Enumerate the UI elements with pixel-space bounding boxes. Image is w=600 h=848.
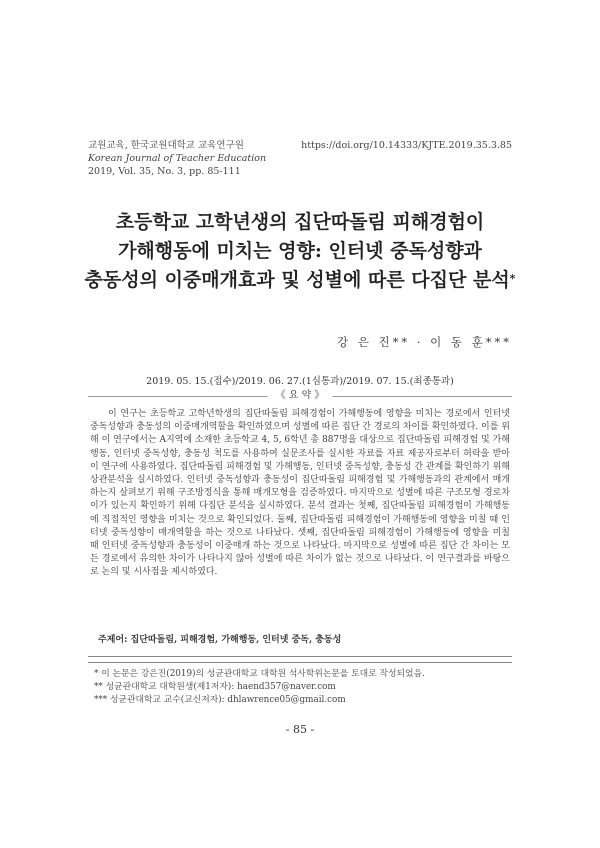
keywords: 주제어: 집단따돌림, 피해경험, 가해행동, 인터넷 중독, 충동성 [98, 635, 342, 645]
title-line-2: 가해행동에 미치는 영향: 인터넷 중독성향과 [118, 240, 482, 262]
title-line-3: 충동성의 이중매개효과 및 성별에 따른 다집단 분석* [84, 269, 516, 291]
abstract-box [88, 388, 512, 580]
authors: 강 은 진** · 이 동 훈*** [337, 335, 512, 349]
abstract-heading: 《 요 약 》 [268, 388, 333, 404]
journal-header [88, 139, 266, 178]
review-dates: 2019. 05. 15.(접수)/2019. 06. 27.(1심통과)/2019. 07. 15.(최종통과) [146, 376, 454, 387]
title-line-1: 초등학교 고학년생의 집단따돌림 피해경험이 [115, 211, 485, 233]
footnote-divider [88, 662, 512, 663]
publisher: 교원교육, 한국교원대학교 교육연구원 [88, 140, 244, 151]
title-footnote-mark: * [509, 272, 516, 285]
doi-link[interactable]: https://doi.org/10.14333/KJTE.2019.35.3.85 [301, 140, 512, 151]
footnote-1: * 이 논문은 강은진(2019)의 성균관대학교 대학원 석사학위논문을 토대로 작성되었음. [94, 669, 425, 679]
footnote-3: *** 성균관대학교 교수(교신저자): dhlawrence05@gmail.com [94, 695, 346, 705]
journal-name: Korean Journal of Teacher Education [88, 153, 267, 164]
footnote-2: ** 성균관대학교 대학원생(제1저자): haend357@naver.com [94, 682, 336, 692]
page-number: - 85 - [285, 723, 315, 736]
abstract-text: 이 연구는 초등학교 고학년학생의 집단따돌림 피해경험이 가해행동에 영향을 미치는 경로에서 인터넷 중독성향과 충동성의 이중매개역할을 확인하였으며 성별에 따른 집단 간 경로의 차이를 확인하였다. 이를 위해 이 연구에서는 A지역에 소재한 초등학교 4, 5, 6학년 총 887명을 대상으로 집단따돌림 피해경험 및 가해행동, 인터넷 중독성향, 충동성 척도를 사용하여 실문조사를 실시한 자료를 자료 제공자로부터 허락을 받아 이 연구에 사용하였다. 집단따돌림 피해경험 및 가해행동, 인터넷 중독성향, 충동성 간 관계를 확인하기 위해 상관분석을 실시하였다. 인터넷 중독성향과 충동성이 집단따돌림 피해경험 및 가해행동과의 관계에서 매개하는지 살펴보기 위해 구조방정식을 통해 매개모형을 검증하였다. 마지막으로 성별에 따른 구조모형 경로차이가 있는지 확인하기 위해 다집단 분석을 실시하였다. 분석 결과는 첫째, 집단따돌림 피해경험이 가해행동에 직접적인 영향을 미치는 것으로 확인되었다. 둘째, 집단따돌림 피해경험이 가해행동에 영향을 미칠 때 인터넷 중독성향이 매개역할을 하는 것으로 나타났다. 셋째, 집단따돌림 피해경험이 가해행동에 영향을 미칠 때 인터넷 중독성향과 충동성이 이중매개 하는 것으로 나타났다. 마지막으로 성별에 따른 집단 간 차이는 모든 경로에서 유의한 차이가 나타나지 않아 성별에 따른 차이가 없는 것으로 나타났다. 이 연구결과를 바탕으로 논의 및 시사점을 제시하였다. [90, 409, 510, 578]
paper-title [60, 208, 540, 295]
abstract-header [88, 388, 512, 404]
volume-info: 2019, Vol. 35, No. 3, pp. 85-111 [88, 166, 241, 177]
keywords-divider [88, 656, 512, 657]
